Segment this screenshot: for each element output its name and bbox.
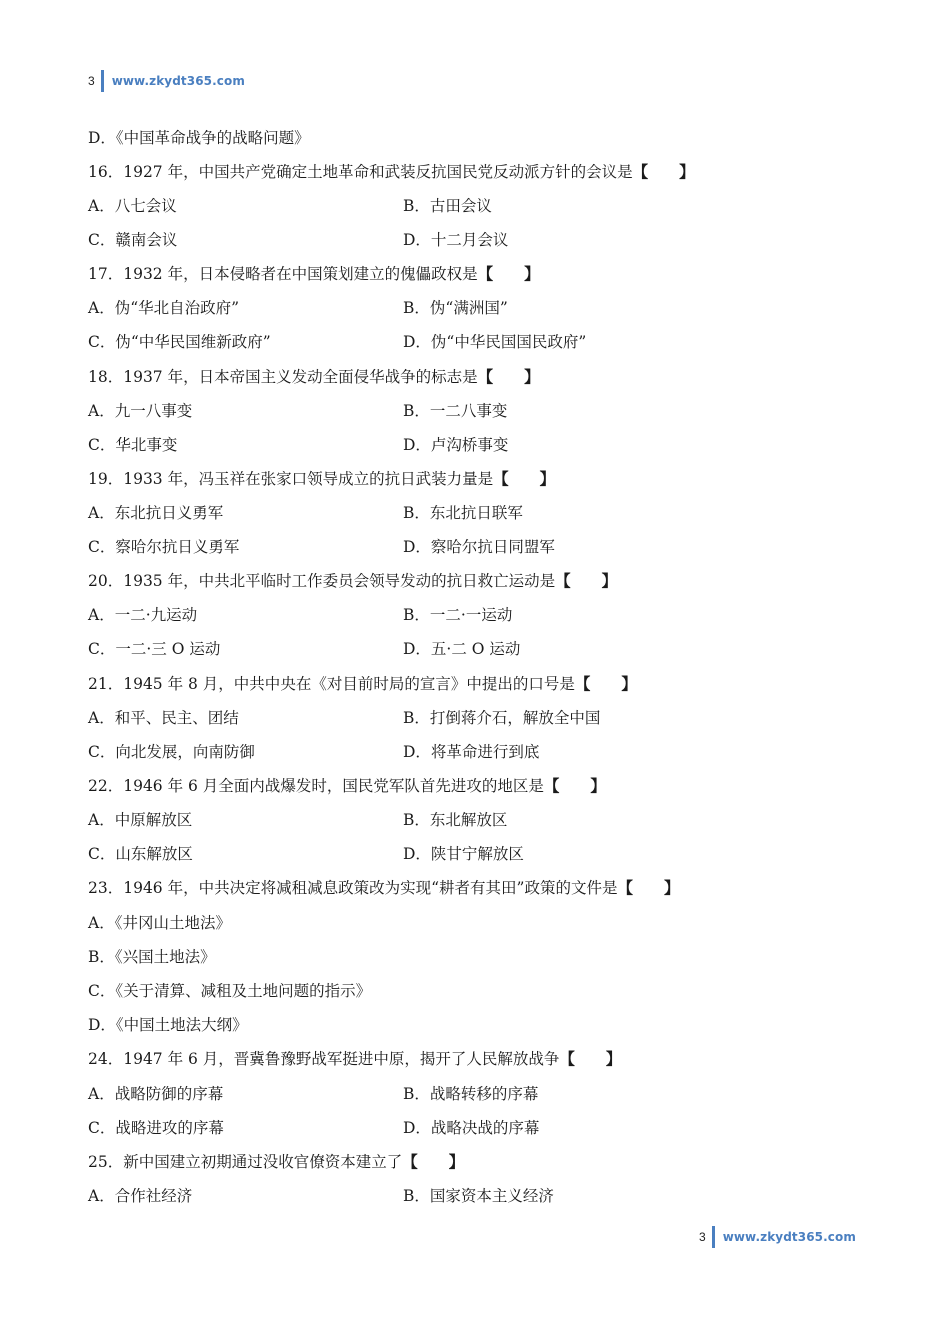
option-a: A．和平、民主、团结 xyxy=(88,709,239,727)
answer-blank: 【 】 xyxy=(543,776,606,795)
option-a: A．八七会议 xyxy=(88,197,177,215)
answer-blank: 【 】 xyxy=(559,1049,622,1068)
option-c: C．华北事变 xyxy=(88,436,178,454)
answer-blank: 【 】 xyxy=(632,162,695,181)
option-d: D．陕甘宁解放区 xyxy=(403,845,524,863)
question-text: 21．1945 年 8 月，中共中央在《对目前时局的宣言》中提出的口号是 xyxy=(88,675,575,693)
option-b: B．古田会议 xyxy=(403,197,492,215)
answer-blank: 【 】 xyxy=(477,367,540,386)
option-b: B．东北解放区 xyxy=(403,811,508,829)
option-b: B．战略转移的序幕 xyxy=(403,1085,539,1103)
option-a: A．伪“华北自治政府” xyxy=(88,299,240,317)
option-c: C．伪“中华民国维新政府” xyxy=(88,333,271,351)
option-c: C．向北发展，向南防御 xyxy=(88,743,255,761)
option-b: B．一二·一运动 xyxy=(403,606,513,624)
page-footer xyxy=(699,1226,856,1248)
option-d: D．察哈尔抗日同盟军 xyxy=(403,538,555,556)
question-text: 17．1932 年，日本侵略者在中国策划建立的傀儡政权是 xyxy=(88,265,478,283)
question-text: 23．1946 年，中共决定将减租减息政策改为实现“耕者有其田”政策的文件是 xyxy=(88,879,618,897)
answer-blank: 【 】 xyxy=(617,878,680,897)
question-24 xyxy=(88,1047,621,1071)
option-b: B．一二八事变 xyxy=(403,402,508,420)
question-22 xyxy=(88,774,606,798)
question-text: 24．1947 年 6 月，晋冀鲁豫野战军挺进中原，揭开了人民解放战争 xyxy=(88,1050,560,1068)
question-text: 16．1927 年，中国共产党确定土地革命和武装反抗国民党反动派方针的会议是 xyxy=(88,163,633,181)
question-text: 18．1937 年，日本帝国主义发动全面侵华战争的标志是 xyxy=(88,368,478,386)
option-c: C．一二·三 O 运动 xyxy=(88,640,221,658)
option-c: C．战略进攻的序幕 xyxy=(88,1119,224,1137)
question-23 xyxy=(88,876,679,900)
header-page-number: 3 xyxy=(88,74,95,88)
question-text: 25．新中国建立初期通过没收官僚资本建立了 xyxy=(88,1153,403,1171)
question-21 xyxy=(88,672,637,696)
option-d: D．伪“中华民国国民政府” xyxy=(403,333,587,351)
option-line: D．《中国革命战争的战略问题》 xyxy=(88,129,310,147)
option-b: B．《兴国土地法》 xyxy=(88,948,216,966)
answer-blank: 【 】 xyxy=(555,571,618,590)
option-b: B．伪“满洲国” xyxy=(403,299,508,317)
option-d: D．卢沟桥事变 xyxy=(403,436,509,454)
option-a: A．一二·九运动 xyxy=(88,606,198,624)
question-18 xyxy=(88,365,540,389)
question-20 xyxy=(88,569,617,593)
option-b: B．打倒蒋介石，解放全中国 xyxy=(403,709,601,727)
header-divider xyxy=(101,70,104,92)
option-c: C．赣南会议 xyxy=(88,231,178,249)
footer-site-link[interactable]: www.zkydt365.com xyxy=(722,1230,856,1244)
header-site-link[interactable]: www.zkydt365.com xyxy=(111,74,245,88)
option-d: D．战略决战的序幕 xyxy=(403,1119,540,1137)
page-header xyxy=(88,70,245,92)
question-19 xyxy=(88,467,555,491)
question-25 xyxy=(88,1150,464,1174)
answer-blank: 【 】 xyxy=(402,1152,465,1171)
question-text: 22．1946 年 6 月全面内战爆发时，国民党军队首先进攻的地区是 xyxy=(88,777,544,795)
option-c: C．《关于清算、减租及土地问题的指示》 xyxy=(88,982,372,1000)
answer-blank: 【 】 xyxy=(574,674,637,693)
question-16 xyxy=(88,160,695,184)
question-17 xyxy=(88,262,540,286)
option-b: B．东北抗日联军 xyxy=(403,504,523,522)
option-a: A．《井冈山土地法》 xyxy=(88,914,231,932)
option-a: A．战略防御的序幕 xyxy=(88,1085,224,1103)
option-a: A．合作社经济 xyxy=(88,1187,193,1205)
footer-page-number: 3 xyxy=(699,1230,706,1244)
option-b: B．国家资本主义经济 xyxy=(403,1187,554,1205)
option-c: C．察哈尔抗日义勇军 xyxy=(88,538,240,556)
option-d: D．将革命进行到底 xyxy=(403,743,540,761)
answer-blank: 【 】 xyxy=(477,264,540,283)
answer-blank: 【 】 xyxy=(493,469,556,488)
option-d: D．十二月会议 xyxy=(403,231,509,249)
question-text: 19．1933 年，冯玉祥在张家口领导成立的抗日武装力量是 xyxy=(88,470,494,488)
question-text: 20．1935 年，中共北平临时工作委员会领导发动的抗日救亡运动是 xyxy=(88,572,556,590)
option-a: A．九一八事变 xyxy=(88,402,193,420)
option-d: D．《中国土地法大纲》 xyxy=(88,1016,248,1034)
option-a: A．中原解放区 xyxy=(88,811,193,829)
footer-divider xyxy=(712,1226,715,1248)
option-c: C．山东解放区 xyxy=(88,845,193,863)
option-a: A．东北抗日义勇军 xyxy=(88,504,224,522)
option-d: D．五·二 O 运动 xyxy=(403,640,521,658)
